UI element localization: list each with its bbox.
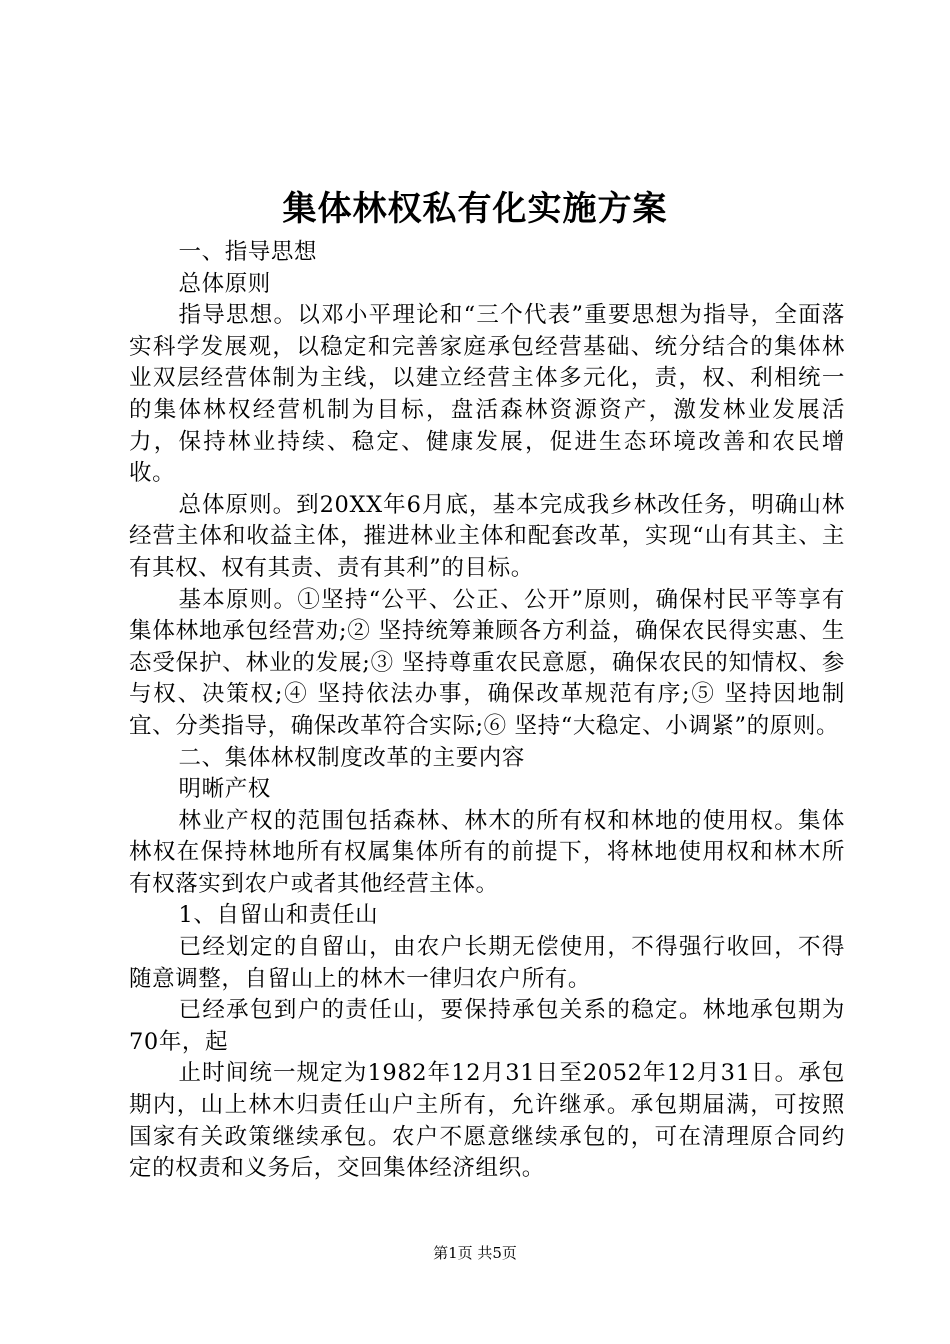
section-heading-1: 一、指导思想 — [178, 239, 318, 265]
document-title: 集体林权私有化实施方案 — [282, 189, 668, 229]
page-footer: 第1页 共5页 — [433, 1244, 517, 1262]
document-body — [129, 237, 845, 1185]
subheading-clarify-property-rights: 明晰产权 — [178, 776, 271, 803]
paragraph-basic-principles: 基本原则。①坚持“公平、公正、公开”原则，确保村民平等享有集体林地承包经营劝;② 坚持统筹兼顾各方利益，确保农民得实惠、生态受保护、林业的发展;③ 坚持尊重农民意愿，确保农民的知情权、参与权、决策权;④ 坚持依法办事，确保改革规范有序;⑤ 坚持因地制宜、分类指导，确保改革符合实际;⑥ 坚持“大稳定、小调紧”的原则。 — [129, 586, 845, 739]
paragraph-property-rights-scope: 林业产权的范围包括森林、林木的所有权和林地的使用权。集体林权在保持林地所有权属集体所有的前提下，将林地使用权和林木所有权落实到农户或者其他经营主体。 — [129, 807, 845, 897]
subheading-overall-principles: 总体原则 — [178, 270, 271, 297]
section-heading-2: 二、集体林权制度改革的主要内容 — [178, 744, 526, 771]
paragraph-guiding-ideology: 指导思想。以邓小平理论和“三个代表”重要思想为指导，全面落实科学发展观，以稳定和完善家庭承包经营基础、统分结合的集体林业双层经营体制为主线，以建立经营主体多元化，责，权、利相统一的集体林权经营机制为目标，盘活森林资源资产，激发林业发展活力，保持林业持续、稳定、健康发展，促进生态环境改善和农民增收。 — [129, 302, 845, 487]
subheading-private-and-responsibility-hills: 1、自留山和责任山 — [178, 902, 379, 929]
paragraph-contract-period: 止时间统一规定为1982年12月31日至2052年12月31日。承包期内，山上林木归责任山户主所有，允许继承。承包期届满，可按照国家有关政策继续承包。农户不愿意继续承包的，可在清理原合同约定的权责和义务后，交回集体经济组织。 — [129, 1060, 845, 1182]
paragraph-private-hills: 已经划定的自留山，由农户长期无偿使用，不得强行收回，不得随意调整，自留山上的林木一律归农户所有。 — [129, 934, 845, 992]
paragraph-responsibility-hills: 已经承包到户的责任山，要保持承包关系的稳定。林地承包期为70年，起 — [129, 997, 845, 1055]
paragraph-overall-principles: 总体原则。到20XX年6月底，基本完成我乡林改任务，明确山林经营主体和收益主体，摧进林业主体和配套改革，实现“山有其主、主有其权、权有其责、责有其利”的目标。 — [129, 491, 845, 581]
